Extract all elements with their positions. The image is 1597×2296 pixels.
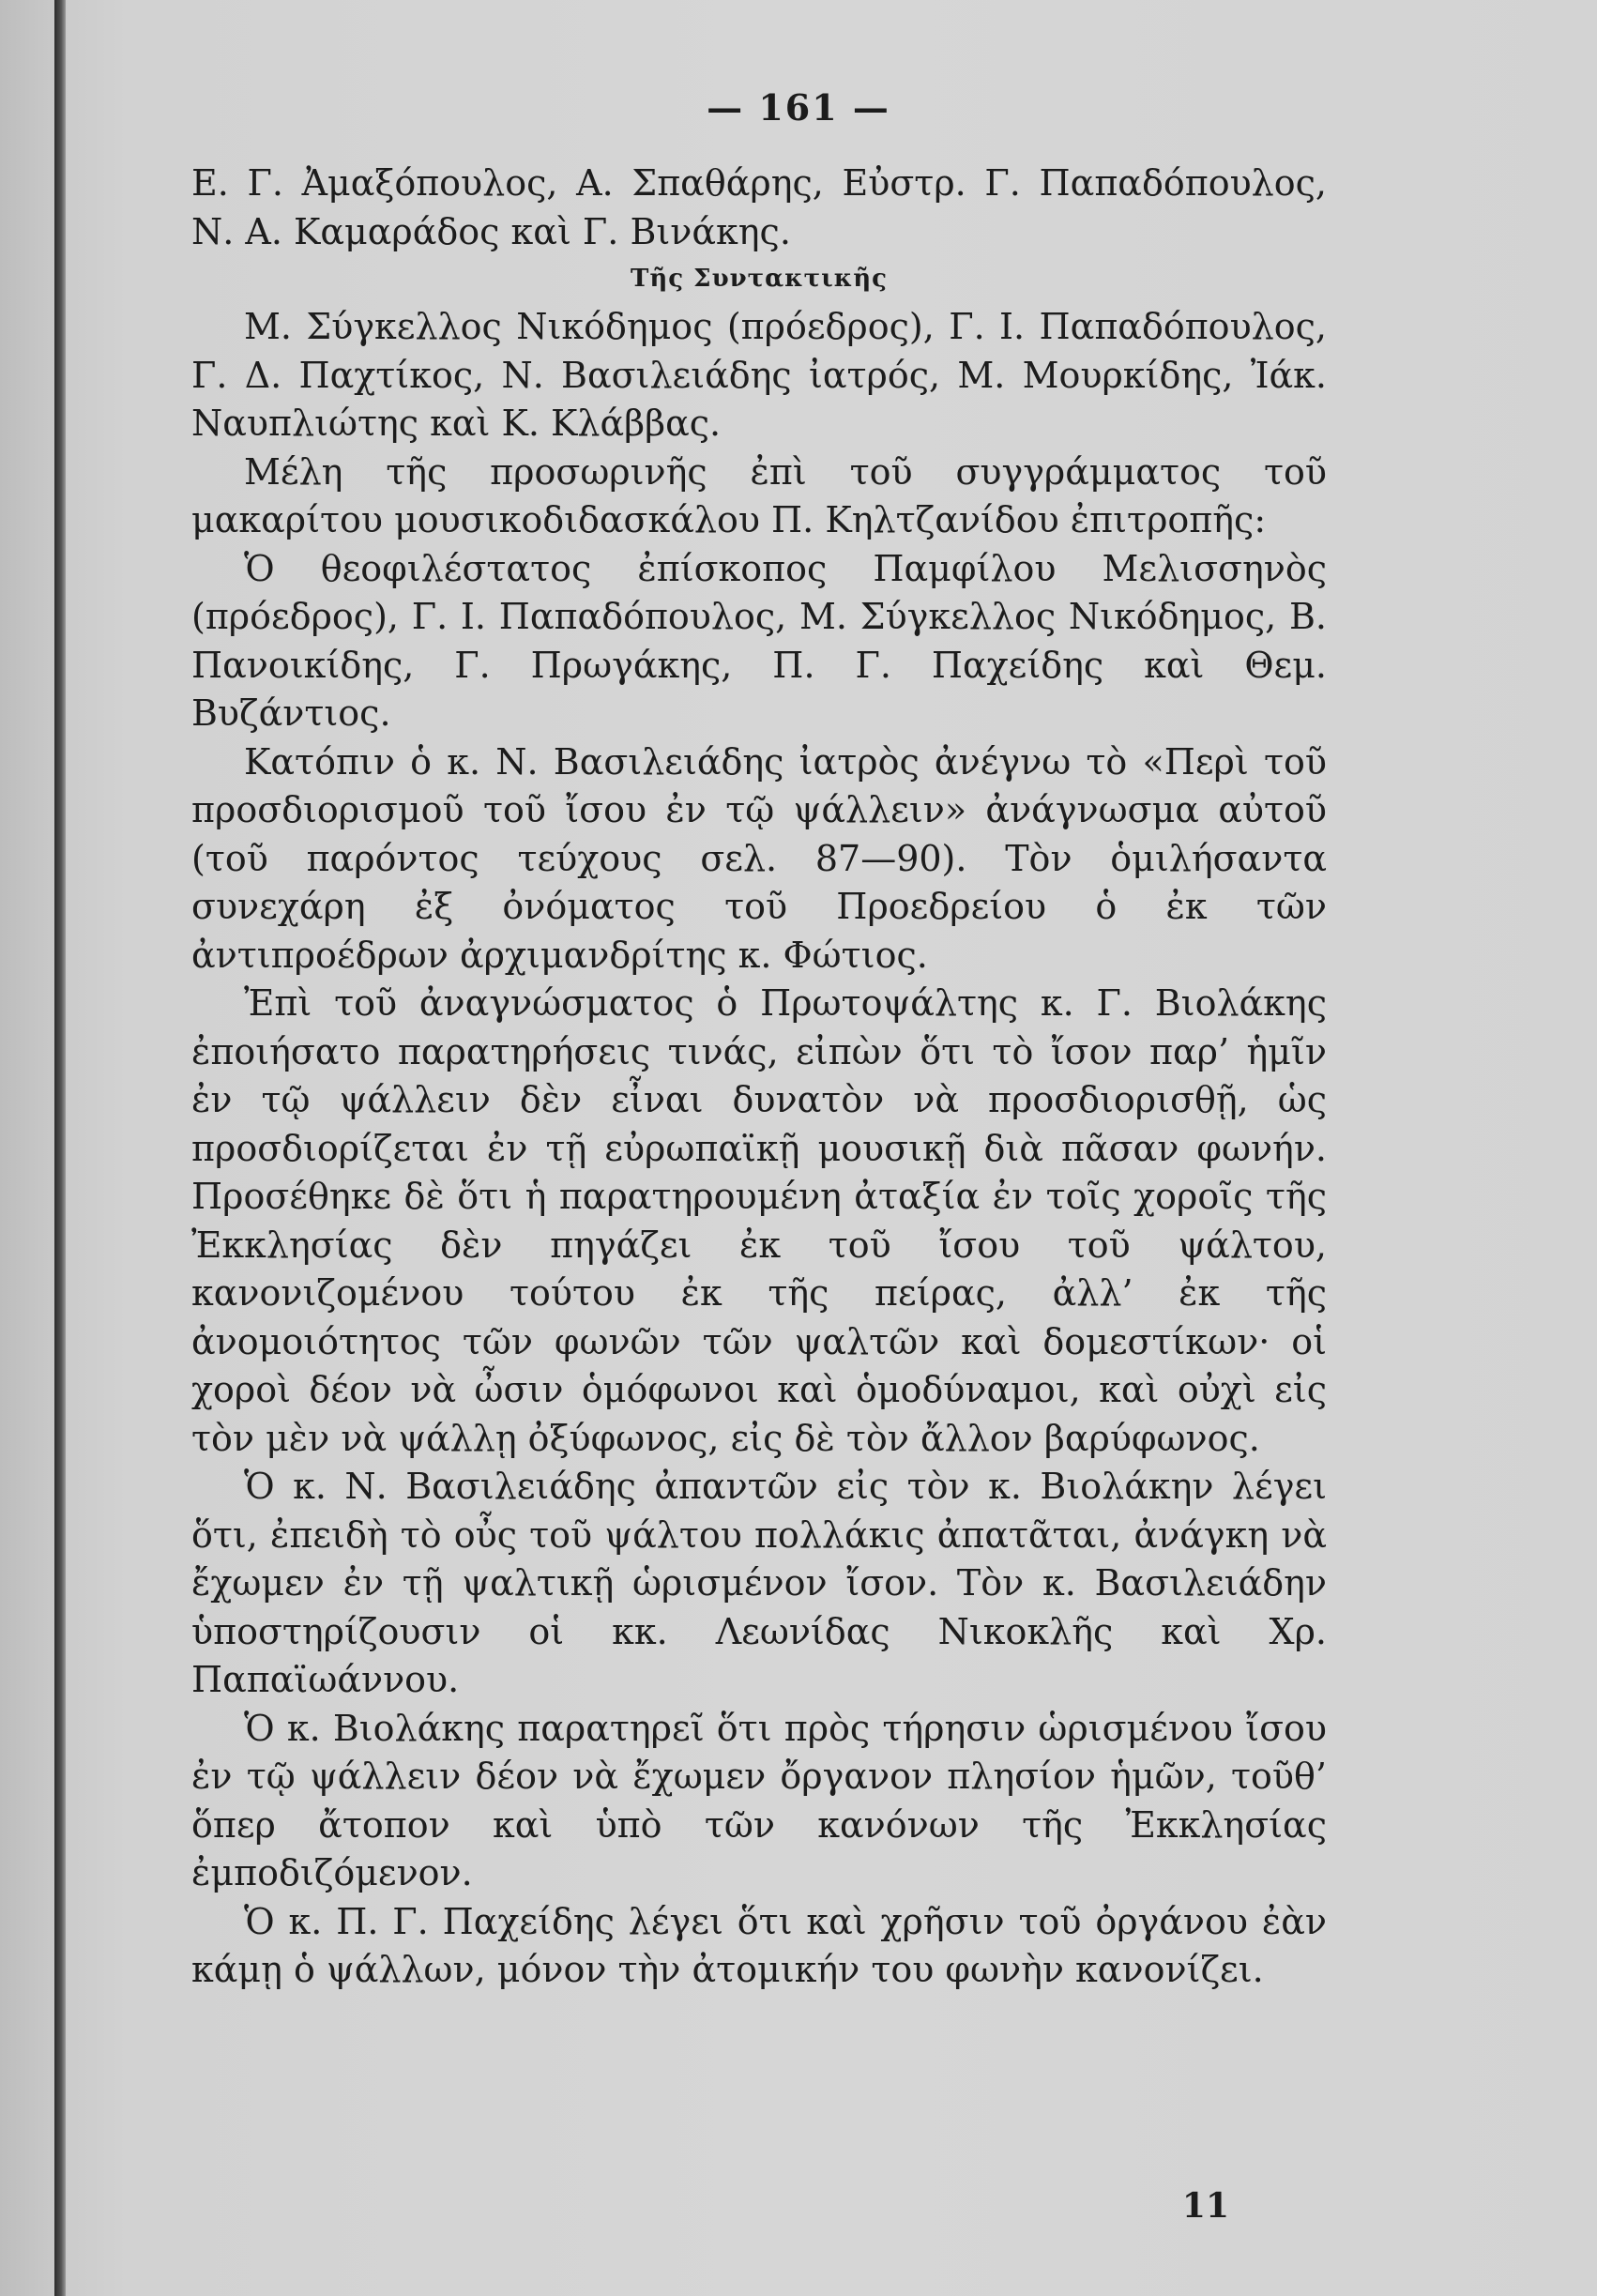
book-spine bbox=[54, 0, 66, 2296]
paragraph-6: Ἐπὶ τοῦ ἀναγνώσματος ὁ Πρωτοψάλτης κ. Γ. Βιολάκης ἐποιήσατο παρατηρήσεις τινάς, εἰπὼν ὅτι τὸ ἴσον παρ’ ἡμῖν ἐν τῷ ψάλλειν δὲν εἶναι δυνατὸν νὰ προσδιορισθῇ, ὡς προσδιορίζεται ἐν τῇ εὐρωπαϊκῇ μουσικῇ διὰ πᾶσαν φωνήν. Προσέθηκε δὲ ὅτι ἡ παρατηρουμένη ἀταξία ἐν τοῖς χοροῖς τῆς Ἐκκλησίας δὲν πηγάζει ἐκ τοῦ ἴσου τοῦ ψάλτου, κανονιζομένου τούτου ἐκ τῆς πείρας, ἀλλ’ ἐκ τῆς ἀνομοιότητος τῶν φωνῶν τῶν ψαλτῶν καὶ δομεστίκων· οἱ χοροὶ δέον νὰ ὦσιν ὁμόφωνοι καὶ ὁμοδύναμοι, καὶ οὐχὶ εἰς τὸν μὲν νὰ ψάλλῃ ὀξύφωνος, εἰς δὲ τὸν ἄλλον βαρύφωνος. bbox=[191, 982, 1327, 1459]
paragraph-5: Κατόπιν ὁ κ. Ν. Βασιλειάδης ἰατρὸς ἀνέγνω τὸ «Περὶ τοῦ προσδιορισμοῦ τοῦ ἴσου ἐν τῷ ψάλλειν» ἀνάγνωσμα αὐτοῦ (τοῦ παρόντος τεύχους σελ. 87—90). Τὸν ὁμιλήσαντα συνεχάρη ἐξ ὀνόματος τοῦ Προεδρείου ὁ ἐκ τῶν ἀντιπροέδρων ἀρχιμανδρίτης κ. Φώτιος. bbox=[191, 740, 1327, 976]
paragraph-2: Μ. Σύγκελλος Νικόδημος (πρόεδρος), Γ. Ι. Παπαδόπουλος, Γ. Δ. Παχτίκος, Ν. Βασιλειάδης ἰατρός, Μ. Μουρκίδης, Ἰάκ. Ναυπλιώτης καὶ Κ. Κλάββας. bbox=[191, 306, 1327, 444]
paragraph-4: Ὁ θεοφιλέστατος ἐπίσκοπος Παμφίλου Μελισσηνὸς (πρόεδρος), Γ. Ι. Παπαδόπουλος, Μ. Σύγκελλος Νικόδημος, Β. Πανοικίδης, Γ. Πρωγάκης, Π. Γ. Παχείδης καὶ Θεμ. Βυζάντιος. bbox=[191, 547, 1327, 734]
paragraph-3: Μέλη τῆς προσωρινῆς ἐπὶ τοῦ συγγράμματος τοῦ μακαρίτου μουσικοδιδασκάλου Π. Κηλτζανίδου ἐπιτροπῆς: bbox=[191, 450, 1327, 540]
section-heading: Τῆς Συντακτικῆς bbox=[631, 265, 888, 293]
paragraph-7: Ὁ κ. Ν. Βασιλειάδης ἀπαντῶν εἰς τὸν κ. Βιολάκην λέγει ὅτι, ἐπειδὴ τὸ οὖς τοῦ ψάλτου πολλάκις ἀπατᾶται, ἀνάγκη νὰ ἔχωμεν ἐν τῇ ψαλτικῇ ὡρισμένον ἴσον. Τὸν κ. Βασιλειάδην ὑποστηρίζουσιν οἱ κκ. Λεωνίδας Νικοκλῆς καὶ Χρ. Παπαϊωάννου. bbox=[191, 1466, 1327, 1700]
signature-mark: 11 bbox=[1181, 2186, 1229, 2226]
paragraph-9: Ὁ κ. Π. Γ. Παχείδης λέγει ὅτι καὶ χρῆσιν τοῦ ὀργάνου ἐὰν κάμῃ ὁ ψάλλων, μόνον τὴν ἀτομικήν του φωνὴν κανονίζει. bbox=[191, 1900, 1327, 1990]
page-number: — 161 — bbox=[707, 86, 890, 129]
paragraph-1: Ε. Γ. Ἀμαξόπουλος, Α. Σπαθάρης, Εὐστρ. Γ. Παπαδόπουλος, Ν. Α. Καμαράδος καὶ Γ. Βινάκης. bbox=[191, 162, 1327, 252]
body-text bbox=[191, 160, 1327, 1995]
page-margin-shadow bbox=[0, 0, 54, 2296]
paragraph-8: Ὁ κ. Βιολάκης παρατηρεῖ ὅτι πρὸς τήρησιν ὡρισμένου ἴσου ἐν τῷ ψάλλειν δέον νὰ ἔχωμεν ὄργανον πλησίον ἡμῶν, τοῦθ’ ὅπερ ἄτοπον καὶ ὑπὸ τῶν κανόνων τῆς Ἐκκλησίας ἐμποδιζόμενον. bbox=[191, 1707, 1327, 1893]
